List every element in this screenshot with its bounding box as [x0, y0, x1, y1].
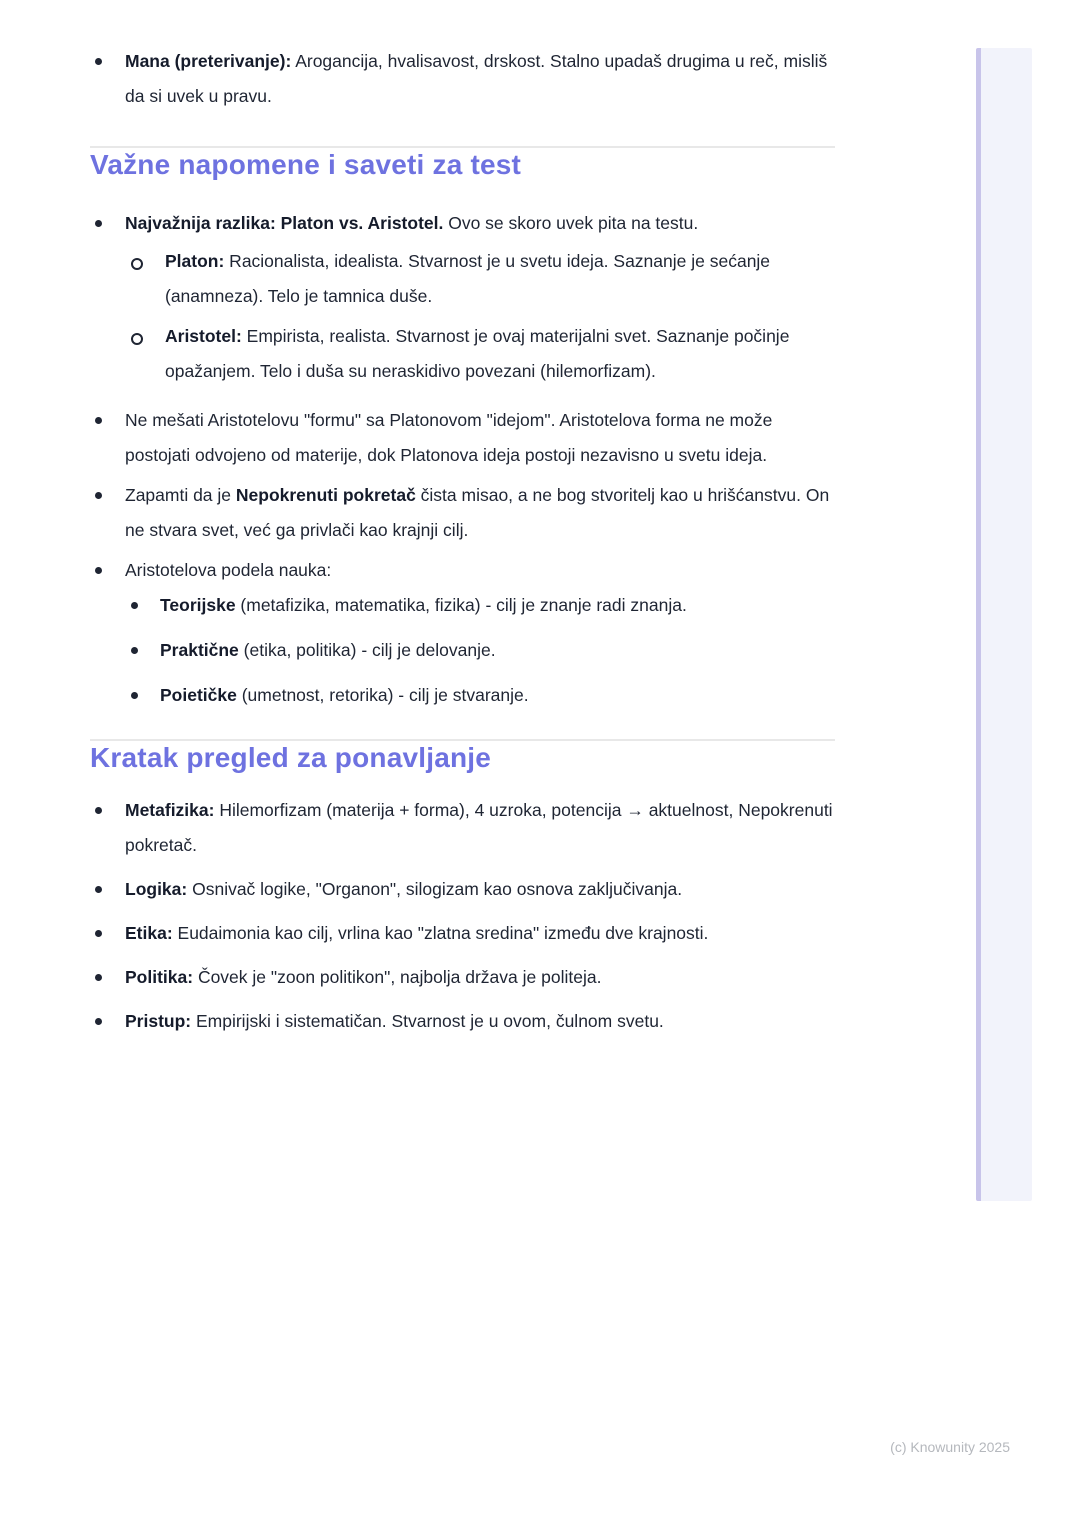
item-bold: Metafizika:: [125, 800, 215, 820]
review-list: [90, 793, 835, 1039]
section-title-notes: Važne napomene i saveti za test: [90, 149, 522, 180]
item-text: Čovek je "zoon politikon", najbolja država je politeja.: [193, 967, 602, 987]
bullet-icon: [95, 886, 102, 893]
item-text: Arogancija, hvalisavost, drskost. Stalno upadaš drugima u reč, misliš da si uvek u pravu.: [125, 51, 828, 106]
item-text: (umetnost, retorika) - cilj je stvaranje.: [236, 685, 529, 705]
list-item-text: [125, 793, 835, 863]
item-text: Racionalista, idealista. Stvarnost je u svetu ideja. Saznanje je sećanje (anamneza). Telo je tamnica duše.: [165, 251, 771, 306]
list-item-text: [165, 244, 835, 314]
item-bold: Poietičke: [160, 685, 237, 705]
bullet-icon: [95, 807, 102, 814]
list-item-text: [160, 633, 496, 668]
document-content: [90, 0, 835, 1039]
list-item: [90, 44, 835, 114]
page-margin-strip: [976, 48, 1032, 1201]
list-item-text: [125, 403, 835, 473]
list-item: [90, 403, 835, 473]
item-bold: Mana (preterivanje):: [125, 51, 292, 71]
bullet-icon: [95, 930, 102, 937]
bullet-icon: [131, 692, 138, 699]
intro-list: [90, 44, 835, 114]
item-bold: Logika:: [125, 879, 188, 899]
item-bold: Najvažnija razlika: Platon vs. Aristotel.: [125, 213, 444, 233]
item-text: Empirijski i sistematičan. Stvarnost je u ovom, čulnom svetu.: [191, 1011, 664, 1031]
item-bold: Aristotel:: [165, 326, 242, 346]
list-item: [90, 916, 835, 951]
item-text: Ovo se skoro uvek pita na testu.: [443, 213, 699, 233]
bullet-icon: [95, 567, 102, 574]
list-item-text: [125, 478, 835, 548]
sub-list-item: [90, 319, 835, 389]
list-item-text: [165, 319, 835, 389]
list-item-text: [125, 206, 698, 241]
item-bold: Nepokrenuti pokretač: [235, 485, 416, 505]
sub-list-item: [90, 678, 835, 713]
list-item: [90, 206, 835, 241]
list-item-text: [125, 960, 601, 995]
bullet-icon: [131, 602, 138, 609]
item-bold: Etika:: [125, 923, 173, 943]
item-bold: Teorijske: [160, 595, 236, 615]
list-item-text: [125, 916, 708, 951]
bullet-icon: [95, 58, 102, 65]
list-item: [90, 872, 835, 907]
copyright-footer: (c) Knowunity 2025: [890, 1439, 1010, 1455]
list-item-text: [125, 44, 835, 114]
list-item-text: [125, 872, 682, 907]
item-text: Eudaimonia kao cilj, vrlina kao "zlatna sredina" između dve krajnosti.: [172, 923, 709, 943]
circle-bullet-icon: [131, 333, 143, 345]
sub-list-item: [90, 633, 835, 668]
bullet-icon: [95, 974, 102, 981]
list-item-text: [125, 1004, 664, 1039]
item-text: Ne mešati Aristotelovu "formu" sa Platonovom "idejom". Aristotelova forma ne može postojati odvojeno od materije, dok Platonova ideja postoji nezavisno u svetu ideja.: [125, 410, 773, 465]
item-bold: Platon:: [165, 251, 225, 271]
list-item: [90, 553, 835, 588]
bullet-icon: [131, 647, 138, 654]
item-bold: Pristup:: [125, 1011, 192, 1031]
item-bold: Praktične: [160, 640, 239, 660]
list-item-text: [160, 678, 529, 713]
list-item-text: [160, 588, 687, 623]
item-text: (etika, politika) - cilj je delovanje.: [238, 640, 496, 660]
list-item: [90, 1004, 835, 1039]
item-text: Hilemorfizam (materija + forma), 4 uzroka, potencija → aktuelnost, Nepokrenuti pokretač.: [125, 800, 833, 855]
notes-list: [90, 206, 835, 713]
circle-bullet-icon: [131, 258, 143, 270]
item-text-pre: Zapamti da je: [125, 485, 236, 505]
item-bold: Politika:: [125, 967, 194, 987]
item-text: (metafizika, matematika, fizika) - cilj je znanje radi znanja.: [235, 595, 687, 615]
list-item: [90, 478, 835, 548]
list-item-text: [125, 553, 331, 588]
item-text: Osnivač logike, "Organon", silogizam kao osnova zaključivanja.: [187, 879, 683, 899]
bullet-icon: [95, 220, 102, 227]
item-text-post: čista misao, a ne bog stvoritelj kao u hrišćanstvu. On ne stvara svet, već ga privlači kao krajnji cilj.: [125, 485, 830, 540]
bullet-icon: [95, 417, 102, 424]
section-title-review: Kratak pregled za ponavljanje: [90, 742, 492, 773]
list-item: [90, 960, 835, 995]
sub-list-item: [90, 588, 835, 623]
bullet-icon: [95, 492, 102, 499]
list-item: [90, 793, 835, 863]
item-text: Aristotelova podela nauka:: [125, 560, 332, 580]
sub-list-item: [90, 244, 835, 314]
bullet-icon: [95, 1018, 102, 1025]
item-text: Empirista, realista. Stvarnost je ovaj materijalni svet. Saznanje počinje opažanjem. Telo i duša su neraskidivo povezani (hilemorfizam).: [165, 326, 790, 381]
